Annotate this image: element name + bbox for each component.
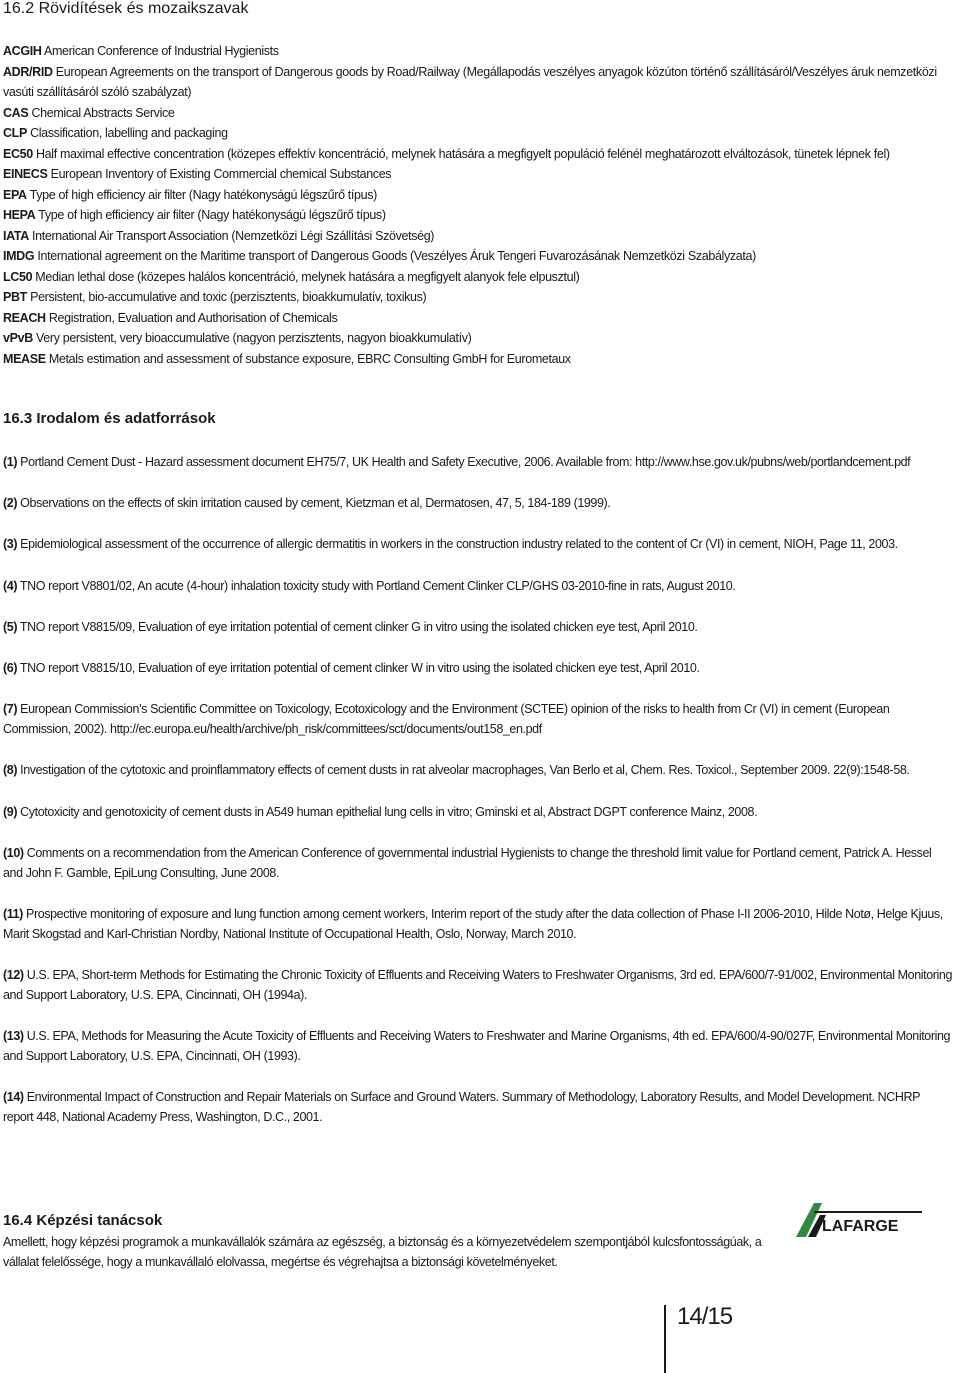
reference-number: (5): [3, 619, 18, 634]
reference-text: TNO report V8815/10, Evaluation of eye irritation potential of cement clinker W in vitro using the isolated chicken eye test, April 2010.: [17, 660, 700, 675]
reference-item: [3, 534, 953, 554]
reference-text: Investigation of the cytotoxic and proinflammatory effects of cement dusts in rat alveolar macrophages, Van Berlo et al, Chem. Res. Toxicol., September 2009. 22(9):1548-58.: [17, 763, 910, 778]
training-title: 16.4 Képzési tanácsok: [3, 1212, 163, 1229]
abbreviation-key: MEASE: [3, 351, 46, 366]
abbreviation-definition: Registration, Evaluation and Authorisation of Chemicals: [45, 310, 338, 325]
abbreviation-key: ADR/RID: [3, 64, 53, 79]
lafarge-logo: [792, 1197, 924, 1243]
reference-number: (13): [3, 1029, 24, 1044]
abbreviation-item: [3, 349, 955, 370]
abbreviation-definition: Metals estimation and assessment of substance exposure, EBRC Consulting GmbH for Eurometaux: [45, 351, 571, 366]
reference-number: (14): [3, 1090, 24, 1105]
abbreviation-definition: American Conference of Industrial Hygienists: [41, 44, 279, 58]
reference-text: Cytotoxicity and genotoxicity of cement dusts in A549 human epithelial lung cells in vitro; Gminski et al, Abstract DGPT conference Mainz, 2008.: [17, 804, 758, 819]
reference-text: Prospective monitoring of exposure and lung function among cement workers, Interim report of the study after the data collection of Phase I-II 2006-2010, Hilde Notø, Helge Kjuus, Marit Skogstad and Karl-Christian Nordby, National Institute of Occupational Health, Oslo, Norway, March 2010.: [3, 906, 943, 941]
abbreviation-definition: Median lethal dose (közepes halálos koncentráció, melynek hatására a megfigyelt alanyok fele elpusztul): [32, 269, 580, 284]
abbreviation-item: [3, 226, 955, 247]
abbreviation-key: EPA: [3, 187, 27, 202]
abbreviation-key: ACGIH: [3, 44, 42, 58]
abbreviation-definition: Chemical Abstracts Service: [28, 105, 175, 120]
reference-text: U.S. EPA, Methods for Measuring the Acute Toxicity of Effluents and Receiving Waters to Freshwater and Marine Organisms, 4th ed. EPA/600/4-90/027F, Environmental Monitoring and Support Laboratory, U.S. EPA, Cincinnati, OH (1993).: [3, 1029, 951, 1064]
abbreviation-item: [3, 308, 955, 329]
abbreviation-definition: Type of high efficiency air filter (Nagy hatékonyságú légszűrő típus): [35, 208, 386, 222]
reference-item: [3, 904, 953, 944]
reference-item: [3, 760, 953, 780]
reference-item: [3, 617, 953, 637]
reference-item: [3, 965, 953, 1005]
abbreviation-key: CAS: [3, 105, 29, 120]
reference-item: [3, 452, 953, 472]
abbreviation-item: [3, 328, 955, 349]
reference-text: European Commission’s Scientific Committee on Toxicology, Ecotoxicology and the Environment (SCTEE) opinion of the risks to health from Cr (VI) in cement (European Commission, 2002). http://ec.europa.eu/health/archive/ph_risk/committees/sct/documents/out158_en.pdf: [3, 702, 890, 737]
reference-number: (12): [3, 968, 24, 983]
abbreviation-item: [3, 62, 955, 103]
reference-item: [3, 576, 953, 596]
abbreviation-definition: Persistent, bio-accumulative and toxic (perzisztents, bioakkumulatív, toxikus): [26, 290, 427, 304]
reference-number: (4): [3, 578, 18, 593]
reference-number: (10): [3, 845, 24, 860]
reference-number: (1): [3, 455, 18, 469]
reference-item: [3, 658, 953, 678]
abbreviation-item: [3, 123, 955, 144]
reference-item: [3, 843, 953, 883]
reference-item: [3, 1087, 953, 1127]
abbreviation-definition: Type of high efficiency air filter (Nagy hatékonyságú légszűrő típus): [26, 187, 377, 202]
reference-item: [3, 1026, 953, 1066]
abbreviation-key: EINECS: [3, 167, 48, 181]
training-paragraph: Amellett, hogy képzési programok a munkavállalók számára az egészség, a biztonság és a környezetvédelem szempontjából kulcsfontosságúak, a vállalat felelőssége, hogy a munkavállaló elolvassa, megértse és végrehajtsa a biztonsági követelményeket.: [3, 1235, 762, 1269]
abbreviation-definition: Classification, labelling and packaging: [26, 126, 228, 140]
abbreviation-key: LC50: [3, 269, 33, 284]
abbreviation-definition: International Air Transport Association (Nemzetközi Légi Szállítási Szövetség): [28, 228, 435, 243]
abbreviation-list: [3, 41, 955, 369]
reference-number: (2): [3, 496, 18, 511]
reference-number: (8): [3, 763, 18, 778]
abbreviation-definition: International agreement on the Maritime transport of Dangerous Goods (Veszélyes Áruk Tengeri Fuvarozásának Nemzetközi Szabályzata): [34, 249, 756, 263]
reference-item: [3, 493, 953, 513]
abbreviation-item: [3, 205, 955, 226]
references-title: 16.3 Irodalom és adatforrások: [3, 410, 216, 427]
reference-list: [3, 452, 953, 1149]
reference-item: [3, 699, 953, 739]
abbreviation-item: [3, 185, 955, 206]
abbreviations-title: 16.2 Rövidítések és mozaikszavak: [3, 0, 249, 17]
footer-rule: [664, 1305, 666, 1373]
abbreviation-key: IMDG: [3, 249, 35, 263]
abbreviation-item: [3, 41, 955, 62]
abbreviation-definition: Half maximal effective concentration (közepes effektív koncentráció, melynek hatására a megfigyelt populáció felénél meghatározott elváltozások, tünetek lépnek fel): [32, 146, 890, 161]
reference-number: (3): [3, 537, 18, 552]
abbreviation-key: HEPA: [3, 208, 36, 222]
abbreviation-key: REACH: [3, 310, 46, 325]
reference-item: [3, 802, 953, 822]
abbreviation-key: EC50: [3, 146, 33, 161]
reference-number: (7): [3, 702, 18, 717]
abbreviation-item: [3, 267, 955, 288]
reference-number: (6): [3, 660, 18, 675]
logo-rule: [814, 1211, 922, 1213]
reference-text: Epidemiological assessment of the occurrence of allergic dermatitis in workers in the construction industry related to the content of Cr (VI) in cement, NIOH, Page 11, 2003.: [17, 537, 898, 552]
reference-text: TNO report V8815/09, Evaluation of eye irritation potential of cement clinker G in vitro using the isolated chicken eye test, April 2010.: [17, 619, 698, 634]
reference-number: (9): [3, 804, 18, 819]
abbreviation-key: PBT: [3, 290, 27, 304]
reference-text: TNO report V8801/02, An acute (4-hour) inhalation toxicity study with Portland Cement Clinker CLP/GHS 03-2010-fine in rats, August 2010.: [17, 578, 736, 593]
abbreviation-item: [3, 287, 955, 308]
reference-text: Portland Cement Dust - Hazard assessment document EH75/7, UK Health and Safety Executive, 2006. Available from: http://www.hse.gov.uk/pubns/web/portlandcement.pdf: [17, 455, 911, 469]
abbreviation-key: IATA: [3, 228, 29, 243]
reference-text: Comments on a recommendation from the American Conference of governmental industrial Hygienists to change the threshold limit value for Portland cement, Patrick A. Hessel and John F. Gamble, EpiLung Consulting, June 2008.: [3, 845, 932, 880]
page-number: 14/15: [677, 1303, 733, 1330]
reference-text: U.S. EPA, Short-term Methods for Estimating the Chronic Toxicity of Effluents and Receiving Waters to Freshwater Organisms, 3rd ed. EPA/600/7-91/002, Environmental Monitoring and Support Laboratory, U.S. EPA, Cincinnati, OH (1994a).: [3, 968, 953, 1003]
abbreviation-definition: European Inventory of Existing Commercial chemical Substances: [47, 167, 392, 181]
abbreviation-definition: European Agreements on the transport of Dangerous goods by Road/Railway (Megállapodás veszélyes anyagok közúton történő szállításáról/Veszélyes áruk nemzetközi vasúti szállításáról szóló szabályzat): [3, 64, 937, 99]
abbreviation-item: [3, 164, 955, 185]
abbreviation-item: [3, 246, 955, 267]
abbreviation-item: [3, 103, 955, 124]
abbreviation-item: [3, 144, 955, 165]
logo-text: LAFARGE: [822, 1218, 899, 1235]
abbreviation-definition: Very persistent, very bioaccumulative (nagyon perzisztents, nagyon bioakkumulatív): [32, 331, 472, 345]
reference-text: Environmental Impact of Construction and Repair Materials on Surface and Ground Waters. Summary of Methodology, Laboratory Results, and Model Development. NCHRP report 448, National Academy Press, Washington, D.C., 2001.: [3, 1090, 920, 1125]
abbreviation-key: vPvB: [3, 331, 33, 345]
reference-text: Observations on the effects of skin irritation caused by cement, Kietzman et al, Dermatosen, 47, 5, 184-189 (1999).: [17, 496, 611, 511]
reference-number: (11): [3, 906, 23, 921]
abbreviation-key: CLP: [3, 126, 27, 140]
